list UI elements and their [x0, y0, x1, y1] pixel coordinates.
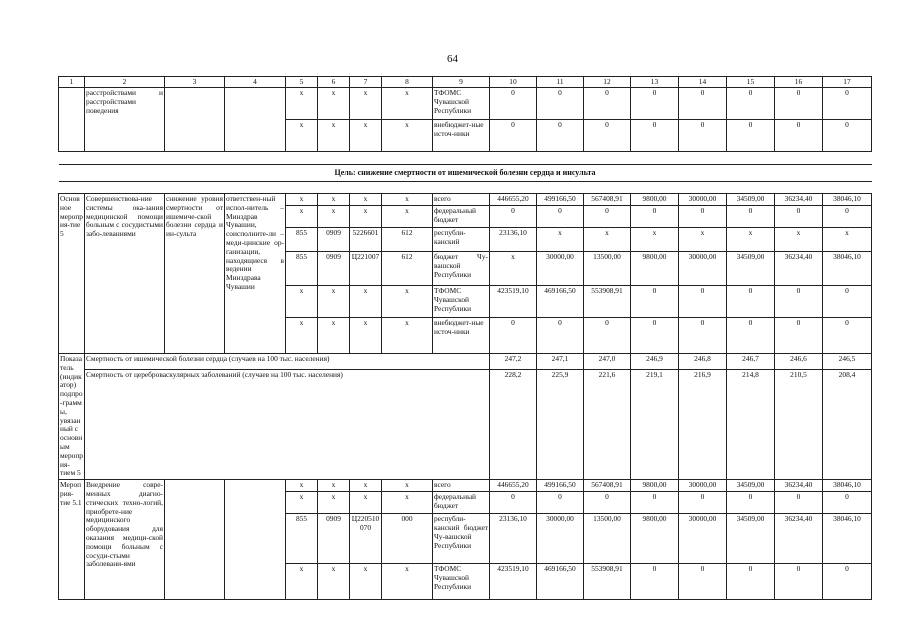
measure-name: Совершенствова-ние системы ока-зания медицинской помощи больным с сосудистыми забо-леваниями — [85, 194, 165, 354]
value-cell: 9800,00 — [631, 480, 679, 492]
code-cell: х — [318, 492, 350, 514]
value-cell: 219,1 — [631, 369, 679, 480]
value-cell: х — [727, 228, 775, 252]
column-header: 6 — [318, 77, 350, 88]
measure-name: расстройствами и расстройствами поведения — [85, 88, 165, 152]
indicator-text: Смертность от ишемической болезни сердца (случаев на 100 тыс. населения) — [85, 354, 490, 370]
value-cell: 228,2 — [490, 369, 537, 480]
value-cell: 0 — [727, 564, 775, 600]
value-cell: 0 — [775, 120, 823, 152]
value-cell: х — [775, 228, 823, 252]
code-cell: х — [318, 286, 350, 318]
value-cell: 0 — [584, 318, 631, 354]
value-cell: 38046,10 — [823, 514, 872, 564]
value-cell: х — [584, 228, 631, 252]
header-row — [59, 77, 872, 88]
target-cell — [165, 480, 225, 600]
value-cell: х — [490, 252, 537, 286]
value-cell: 0 — [631, 88, 679, 120]
value-cell: 553908,91 — [584, 564, 631, 600]
value-cell: 23136,10 — [490, 514, 537, 564]
code-cell: х — [350, 564, 382, 600]
value-cell: 567408,91 — [584, 480, 631, 492]
indicator-row — [59, 369, 872, 480]
column-header: 17 — [823, 77, 872, 88]
code-cell: 0909 — [318, 252, 350, 286]
executor-cell: ответствен-ный испол-нитель – Минздрав Чувашии, соисполните-ли – меди-цинские ор-ганизации, находящиеся в ведении Минздрава Чувашии — [225, 194, 286, 354]
value-cell: 34509,00 — [727, 194, 775, 206]
code-cell: х — [286, 120, 318, 152]
value-cell: 0 — [679, 286, 727, 318]
value-cell: 0 — [727, 492, 775, 514]
code-cell: х — [350, 480, 382, 492]
column-header: 1 — [59, 77, 85, 88]
column-header: 16 — [775, 77, 823, 88]
value-cell: 499166,50 — [537, 194, 584, 206]
value-cell: 13500,00 — [584, 252, 631, 286]
value-cell: 208,4 — [823, 369, 872, 480]
source-cell: ТФОМС Чувашской Республики — [433, 564, 490, 600]
value-cell: 0 — [537, 88, 584, 120]
value-cell: 553908,91 — [584, 286, 631, 318]
value-cell: 0 — [727, 120, 775, 152]
value-cell: 0 — [490, 120, 537, 152]
code-cell: х — [382, 564, 433, 600]
value-cell: 0 — [584, 120, 631, 152]
code-cell: 612 — [382, 252, 433, 286]
code-cell: х — [318, 120, 350, 152]
code-cell: х — [382, 88, 433, 120]
code-cell: х — [318, 318, 350, 354]
spacer — [59, 152, 872, 165]
source-cell: республи-канский — [433, 228, 490, 252]
value-cell: х — [631, 228, 679, 252]
spacer-row — [59, 152, 872, 165]
column-header: 8 — [382, 77, 433, 88]
value-cell: 246,9 — [631, 354, 679, 370]
value-cell: 38046,10 — [823, 480, 872, 492]
code-cell: х — [350, 492, 382, 514]
column-header: 9 — [433, 77, 490, 88]
code-cell: х — [382, 206, 433, 228]
value-cell: 0 — [584, 88, 631, 120]
status-cell: Мероприя-тие 5.1 — [59, 480, 85, 600]
measure-name: Внедрение совре-менных диагно-стических техно-логий, приобрете-ние медицинского оборудования для оказания медици-ской помощи больным с сосуди-стыми заболевани-ями — [85, 480, 165, 600]
value-cell: 0 — [727, 88, 775, 120]
value-cell: 13500,00 — [584, 514, 631, 564]
code-cell: Ц220510070 — [350, 514, 382, 564]
code-cell: х — [382, 286, 433, 318]
table-row — [59, 194, 872, 206]
indicator-label: Показатель (индикатор) подпро-граммы, увязанный с основным мероприя-тием 5 — [59, 354, 85, 480]
source-cell: федеральный бюджет — [433, 492, 490, 514]
value-cell: 246,6 — [775, 354, 823, 370]
code-cell: х — [350, 318, 382, 354]
value-cell: 30000,00 — [537, 252, 584, 286]
value-cell: 0 — [631, 206, 679, 228]
source-cell: всего — [433, 194, 490, 206]
value-cell: 423519,10 — [490, 564, 537, 600]
column-header: 13 — [631, 77, 679, 88]
value-cell: х — [537, 228, 584, 252]
value-cell: 247,1 — [537, 354, 584, 370]
value-cell: 216,9 — [679, 369, 727, 480]
value-cell: 247,2 — [490, 354, 537, 370]
value-cell: 0 — [823, 492, 872, 514]
value-cell: 0 — [490, 492, 537, 514]
column-header: 11 — [537, 77, 584, 88]
column-header: 10 — [490, 77, 537, 88]
code-cell: 855 — [286, 228, 318, 252]
value-cell: 0 — [584, 206, 631, 228]
code-cell: 0909 — [318, 228, 350, 252]
value-cell: 9800,00 — [631, 194, 679, 206]
value-cell: 446655,20 — [490, 194, 537, 206]
value-cell: 38046,10 — [823, 194, 872, 206]
value-cell: 0 — [823, 206, 872, 228]
code-cell: х — [318, 206, 350, 228]
value-cell: 0 — [490, 206, 537, 228]
value-cell: 0 — [631, 564, 679, 600]
table-row — [59, 480, 872, 492]
code-cell: х — [286, 564, 318, 600]
column-header: 12 — [584, 77, 631, 88]
value-cell: 0 — [823, 88, 872, 120]
column-header: 7 — [350, 77, 382, 88]
code-cell: х — [350, 120, 382, 152]
value-cell: 247,0 — [584, 354, 631, 370]
value-cell: 34509,00 — [727, 514, 775, 564]
value-cell: 246,7 — [727, 354, 775, 370]
source-cell: бюджет Чу-вашской Республики — [433, 252, 490, 286]
value-cell: 0 — [775, 492, 823, 514]
value-cell: 30000,00 — [679, 252, 727, 286]
code-cell: х — [318, 194, 350, 206]
value-cell: 36234,40 — [775, 514, 823, 564]
table-row — [59, 88, 872, 120]
spacer — [59, 182, 872, 194]
column-header: 2 — [85, 77, 165, 88]
source-cell: ТФОМС Чувашской Республики — [433, 286, 490, 318]
code-cell: х — [286, 194, 318, 206]
value-cell: 23136,10 — [490, 228, 537, 252]
code-cell: 5226601 — [350, 228, 382, 252]
source-cell: всего — [433, 480, 490, 492]
value-cell: 30000,00 — [679, 480, 727, 492]
value-cell: 567408,91 — [584, 194, 631, 206]
code-cell: х — [286, 492, 318, 514]
value-cell: 246,5 — [823, 354, 872, 370]
code-cell: х — [350, 194, 382, 206]
value-cell: 0 — [537, 492, 584, 514]
value-cell: 0 — [490, 88, 537, 120]
value-cell: 0 — [679, 492, 727, 514]
value-cell: 246,8 — [679, 354, 727, 370]
value-cell: 469166,50 — [537, 286, 584, 318]
value-cell: 30000,00 — [679, 194, 727, 206]
value-cell: 0 — [631, 120, 679, 152]
value-cell: 423519,10 — [490, 286, 537, 318]
value-cell: 0 — [775, 286, 823, 318]
code-cell: х — [350, 286, 382, 318]
column-header: 5 — [286, 77, 318, 88]
value-cell: 0 — [727, 206, 775, 228]
goal-row — [59, 165, 872, 182]
value-cell: 499166,50 — [537, 480, 584, 492]
value-cell: 0 — [727, 318, 775, 354]
value-cell: 34509,00 — [727, 252, 775, 286]
indicator-row — [59, 354, 872, 370]
code-cell: х — [286, 88, 318, 120]
value-cell: 0 — [584, 492, 631, 514]
column-header: 14 — [679, 77, 727, 88]
source-cell: республи-канский бюджет Чу-вашской Республики — [433, 514, 490, 564]
value-cell: 0 — [537, 206, 584, 228]
value-cell: 0 — [775, 564, 823, 600]
value-cell: 9800,00 — [631, 514, 679, 564]
code-cell: 000 — [382, 514, 433, 564]
value-cell: 0 — [679, 88, 727, 120]
code-cell: х — [382, 492, 433, 514]
value-cell: 0 — [823, 286, 872, 318]
status-cell: Основное мероприя-тие 5 — [59, 194, 85, 354]
code-cell: х — [286, 480, 318, 492]
code-cell: х — [382, 318, 433, 354]
value-cell: х — [823, 228, 872, 252]
source-cell: федеральный бюджет — [433, 206, 490, 228]
code-cell: 612 — [382, 228, 433, 252]
column-header: 15 — [727, 77, 775, 88]
value-cell: 0 — [823, 564, 872, 600]
code-cell: 855 — [286, 514, 318, 564]
value-cell: 0 — [727, 286, 775, 318]
value-cell: 0 — [631, 286, 679, 318]
value-cell: 214,8 — [727, 369, 775, 480]
value-cell: 0 — [823, 120, 872, 152]
column-header: 3 — [165, 77, 225, 88]
value-cell: 36234,40 — [775, 480, 823, 492]
value-cell: 0 — [679, 564, 727, 600]
value-cell: 225,9 — [537, 369, 584, 480]
source-cell: ТФОМС Чувашской Республики — [433, 88, 490, 120]
value-cell: 0 — [631, 318, 679, 354]
code-cell: х — [350, 88, 382, 120]
value-cell: 0 — [679, 318, 727, 354]
page-number: 64 — [447, 53, 458, 65]
code-cell: х — [382, 194, 433, 206]
target-cell — [165, 88, 225, 152]
value-cell: 30000,00 — [679, 514, 727, 564]
program-table — [58, 76, 872, 600]
value-cell: 0 — [679, 206, 727, 228]
code-cell: х — [382, 120, 433, 152]
column-header: 4 — [225, 77, 286, 88]
value-cell: 0 — [537, 318, 584, 354]
code-cell: х — [382, 480, 433, 492]
code-cell: х — [286, 318, 318, 354]
value-cell: 30000,00 — [537, 514, 584, 564]
status-cell — [59, 88, 85, 152]
goal-heading: Цель: снижение смертности от ишемической болезни сердца и инсульта — [59, 165, 872, 182]
value-cell: 469166,50 — [537, 564, 584, 600]
code-cell: х — [350, 206, 382, 228]
executor-cell — [225, 480, 286, 600]
value-cell: 36234,40 — [775, 194, 823, 206]
code-cell: х — [286, 206, 318, 228]
source-cell: внебюджет-ные источ-ники — [433, 318, 490, 354]
value-cell: 210,5 — [775, 369, 823, 480]
value-cell: 221,6 — [584, 369, 631, 480]
value-cell: 0 — [490, 318, 537, 354]
code-cell: Ц221007 — [350, 252, 382, 286]
value-cell: 38046,10 — [823, 252, 872, 286]
value-cell: 0 — [775, 88, 823, 120]
code-cell: х — [318, 564, 350, 600]
code-cell: 855 — [286, 252, 318, 286]
code-cell: 0909 — [318, 514, 350, 564]
value-cell: 0 — [775, 206, 823, 228]
executor-cell — [225, 88, 286, 152]
value-cell: 0 — [537, 120, 584, 152]
code-cell: х — [318, 480, 350, 492]
value-cell: 9800,00 — [631, 252, 679, 286]
value-cell: 446655,20 — [490, 480, 537, 492]
target-cell: снижение уровня смертности от ишемиче-ской болезни сердца и ин-сульта — [165, 194, 225, 354]
value-cell: 0 — [823, 318, 872, 354]
source-cell: внебюджет-ные источ-ники — [433, 120, 490, 152]
value-cell: 36234,40 — [775, 252, 823, 286]
value-cell: 34509,00 — [727, 480, 775, 492]
value-cell: х — [679, 228, 727, 252]
indicator-text: Смертность от цереброваскулярных заболеваний (случаев на 100 тыс. населения) — [85, 369, 490, 480]
code-cell: х — [286, 286, 318, 318]
value-cell: 0 — [679, 120, 727, 152]
code-cell: х — [318, 88, 350, 120]
value-cell: 0 — [775, 318, 823, 354]
spacer-row — [59, 182, 872, 194]
value-cell: 0 — [631, 492, 679, 514]
